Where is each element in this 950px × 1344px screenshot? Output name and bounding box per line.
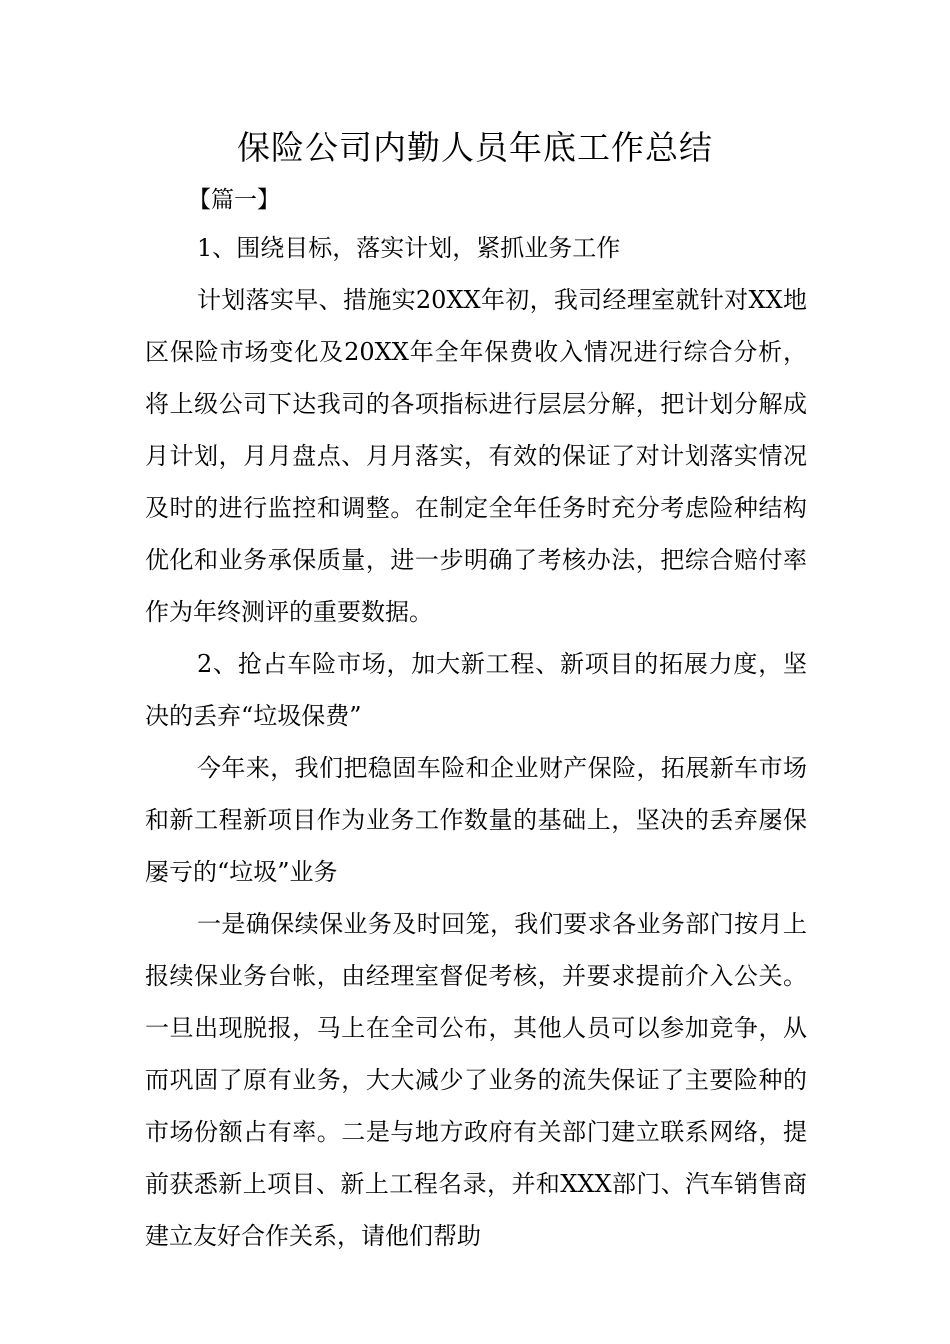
paragraph-heading-2: 2、抢占车险市场，加大新工程、新项目的拓展力度，坚决的丢弃“垃圾保费” [145, 650, 807, 730]
document-body [145, 222, 807, 1262]
paragraph-heading-1: 1、围绕目标，落实计划，紧抓业务工作 [197, 234, 621, 262]
document-title: 保险公司内勤人员年底工作总结 [237, 128, 713, 167]
paragraph-this-year: 今年来，我们把稳固车险和企业财产保险，拓展新车市场和新工程新项目作为业务工作数量的基础上，坚决的丢弃屡保屡亏的“垃圾”业务 [145, 754, 807, 886]
paragraph-renewal: 一是确保续保业务及时回笼，我们要求各业务部门按月上报续保业务台帐，由经理室督促考核，并要求提前介入公关。一旦出现脱报，马上在全司公布，其他人员可以参加竞争，从而巩固了原有业务，大大减少了业务的流失保证了主要险种的市场份额占有率。二是与地方政府有关部门建立联系网络，提前获悉新上项目、新上工程名录，并和XXX部门、汽车销售商建立友好合作关系，请他们帮助 [145, 910, 807, 1250]
paragraph-plan: 计划落实早、措施实20XX年初，我司经理室就针对XX地区保险市场变化及20XX年全年保费收入情况进行综合分析，将上级公司下达我司的各项指标进行层层分解，把计划分解成月计划，月月盘点、月月落实，有效的保证了对计划落实情况及时的进行监控和调整。在制定全年任务时充分考虑险种结构优化和业务承保质量，进一步明确了考核办法，把综合赔付率作为年终测评的重要数据。 [145, 286, 807, 626]
section-tag: 【篇一】 [188, 187, 280, 213]
